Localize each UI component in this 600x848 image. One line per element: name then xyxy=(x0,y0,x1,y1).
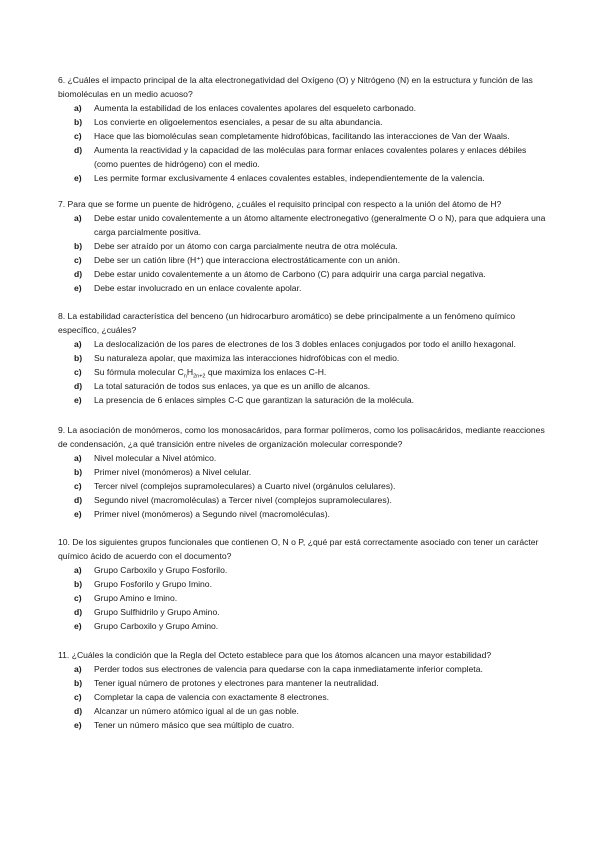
question-text: 9. La asociación de monómeros, como los monosacáridos, para formar polímeros, como los polisacáridos, mediante reacciones de condensación, ¿a qué transición entre niveles de organización molecular corresponde? xyxy=(58,425,545,449)
option-letter: d) xyxy=(74,706,83,716)
option-letter: c) xyxy=(74,692,82,702)
option-letter: e) xyxy=(74,509,82,519)
option-item xyxy=(58,507,548,521)
option-letter: e) xyxy=(74,621,82,631)
option-text: Segundo nivel (macromoléculas) a Tercer nivel (complejos supramoleculares). xyxy=(94,495,392,505)
question-9 xyxy=(58,423,548,521)
option-letter: d) xyxy=(74,607,83,617)
option-letter: b) xyxy=(74,241,83,251)
option-item xyxy=(58,253,548,267)
option-item xyxy=(58,577,548,591)
formula-subscript-2n2: 2n+2 xyxy=(193,373,206,380)
option-item xyxy=(58,563,548,577)
option-letter: b) xyxy=(74,579,83,589)
formula-text-post: que maximiza los enlaces C-H. xyxy=(205,367,327,377)
option-letter: c) xyxy=(74,593,82,603)
option-item xyxy=(58,281,548,295)
option-item xyxy=(58,704,548,718)
option-letter: c) xyxy=(74,131,82,141)
option-text: Tener igual número de protones y electrones para mantener la neutralidad. xyxy=(94,678,379,688)
option-text: Debe estar unido covalentemente a un átomo altamente electronegativo (generalmente O o N), para que adquiera una carga parcialmente positiva. xyxy=(94,213,546,237)
option-item xyxy=(58,129,548,143)
option-text: Debe estar unido covalentemente a un átomo de Carbono (C) para adquirir una carga parcial negativa. xyxy=(94,269,486,279)
option-letter: a) xyxy=(74,565,82,575)
option-text: Grupo Carboxilo y Grupo Fosforilo. xyxy=(94,565,228,575)
option-item xyxy=(58,393,548,407)
question-text: 10. De los siguientes grupos funcionales que contienen O, N o P, ¿qué par está correctamente asociado con tener un carácter químico ácido de acuerdo con el documento? xyxy=(58,537,539,561)
option-item xyxy=(58,143,548,171)
option-text: Tercer nivel (complejos supramoleculares) a Cuarto nivel (orgánulos celulares). xyxy=(94,481,396,491)
option-item xyxy=(58,465,548,479)
option-text: Su naturaleza apolar, que maximiza las interacciones hidrofóbicas con el medio. xyxy=(94,353,400,363)
question-text: 8. La estabilidad característica del benceno (un hidrocarburo aromático) se debe principalmente a un fenómeno químico específico, ¿cuáles? xyxy=(58,311,516,335)
option-letter: a) xyxy=(74,213,82,223)
option-text: La presencia de 6 enlaces simples C-C que garantizan la saturación de la molécula. xyxy=(94,395,415,405)
question-8 xyxy=(58,309,548,407)
option-item xyxy=(58,337,548,351)
option-letter: b) xyxy=(74,353,83,363)
option-item xyxy=(58,690,548,704)
option-item xyxy=(58,605,548,619)
option-text: Perder todos sus electrones de valencia para quedarse con la capa inmediatamente inferior completa. xyxy=(94,664,483,674)
option-item xyxy=(58,451,548,465)
option-list xyxy=(58,337,548,407)
option-text: Primer nivel (monómeros) a Nivel celular. xyxy=(94,467,252,477)
option-letter: d) xyxy=(74,269,83,279)
option-letter: d) xyxy=(74,381,83,391)
option-text: Debe ser atraído por un átomo con carga parcialmente neutra de otra molécula. xyxy=(94,241,398,251)
option-list xyxy=(58,563,548,633)
option-item xyxy=(58,662,548,676)
option-text: Aumenta la reactividad y la capacidad de las moléculas para formar enlaces covalentes polares y enlaces débiles (como puentes de hidrógeno) con el medio. xyxy=(94,145,527,169)
option-list xyxy=(58,451,548,521)
formula-text-mid: H xyxy=(186,367,194,377)
question-text: 11. ¿Cuáles la condición que la Regla del Octeto establece para que los átomos alcancen una mayor estabilidad? xyxy=(58,650,492,660)
option-letter: a) xyxy=(74,339,82,349)
option-item xyxy=(58,676,548,690)
option-letter: e) xyxy=(74,173,82,183)
option-text: Grupo Fosforilo y Grupo Imino. xyxy=(94,579,212,589)
option-letter: c) xyxy=(74,255,82,265)
option-letter: b) xyxy=(74,678,83,688)
question-7 xyxy=(58,197,548,295)
option-letter: d) xyxy=(74,145,83,155)
option-letter: a) xyxy=(74,664,82,674)
option-text: Los convierte en oligoelementos esenciales, a pesar de su alta abundancia. xyxy=(94,117,383,127)
option-text: Completar la capa de valencia con exactamente 8 electrones. xyxy=(94,692,330,702)
option-letter: a) xyxy=(74,103,82,113)
option-letter: c) xyxy=(74,481,82,491)
option-text: Primer nivel (monómeros) a Segundo nivel (macromoléculas). xyxy=(94,509,330,519)
option-item xyxy=(58,267,548,281)
option-letter: b) xyxy=(74,117,83,127)
option-item xyxy=(58,619,548,633)
option-text: La total saturación de todos sus enlaces, ya que es un anillo de alcanos. xyxy=(94,381,371,391)
option-text: La deslocalización de los pares de electrones de los 3 dobles enlaces conjugados por todo el anillo hexagonal. xyxy=(94,339,516,349)
question-10 xyxy=(58,535,548,633)
option-text: Debe estar involucrado en un enlace covalente apolar. xyxy=(94,283,302,293)
option-text: Alcanzar un número atómico igual al de un gas noble. xyxy=(94,706,299,716)
question-11 xyxy=(58,648,548,732)
option-text xyxy=(94,365,548,379)
option-letter: d) xyxy=(74,495,83,505)
option-letter: a) xyxy=(74,453,82,463)
option-text: Grupo Amino e Imino. xyxy=(94,593,178,603)
option-item xyxy=(58,115,548,129)
option-item xyxy=(58,479,548,493)
formula-subscript-n: n xyxy=(183,373,187,380)
option-text: Tener un número másico que sea múltiplo de cuatro. xyxy=(94,720,295,730)
option-text: Les permite formar exclusivamente 4 enlaces covalentes estables, independientemente de la valencia. xyxy=(94,173,485,183)
option-item xyxy=(58,493,548,507)
question-text: 7. Para que se forme un puente de hidrógeno, ¿cuáles el requisito principal con respecto a la unión del átomo de H? xyxy=(58,199,502,209)
formula-text-pre: Su fórmula molecular C xyxy=(94,367,184,377)
option-letter: b) xyxy=(74,467,83,477)
option-item xyxy=(58,365,548,379)
option-item xyxy=(58,171,548,185)
option-item xyxy=(58,351,548,365)
option-item xyxy=(58,211,548,239)
option-text: Debe ser un catión libre (H⁺) que interacciona electrostáticamente con un anión. xyxy=(94,255,400,265)
option-letter: e) xyxy=(74,720,82,730)
option-item xyxy=(58,379,548,393)
option-item xyxy=(58,101,548,115)
option-item xyxy=(58,718,548,732)
question-text: 6. ¿Cuáles el impacto principal de la alta electronegatividad del Oxígeno (O) y Nitrógeno (N) en la estructura y función de las biomoléculas en un medio acuoso? xyxy=(58,75,533,99)
option-text: Grupo Carboxilo y Grupo Amino. xyxy=(94,621,219,631)
option-list xyxy=(58,662,548,732)
option-list xyxy=(58,211,548,295)
option-text: Aumenta la estabilidad de los enlaces covalentes apolares del esqueleto carbonado. xyxy=(94,103,417,113)
option-letter: e) xyxy=(74,283,82,293)
option-item xyxy=(58,239,548,253)
option-text: Hace que las biomoléculas sean completamente hidrofóbicas, facilitando las interacciones de Van der Waals. xyxy=(94,131,510,141)
option-letter: c) xyxy=(74,367,82,377)
option-letter: e) xyxy=(74,395,82,405)
option-list xyxy=(58,101,548,185)
option-text: Grupo Sulfhidrilo y Grupo Amino. xyxy=(94,607,220,617)
option-item xyxy=(58,591,548,605)
question-6 xyxy=(58,73,548,185)
option-text: Nivel molecular a Nivel atómico. xyxy=(94,453,217,463)
